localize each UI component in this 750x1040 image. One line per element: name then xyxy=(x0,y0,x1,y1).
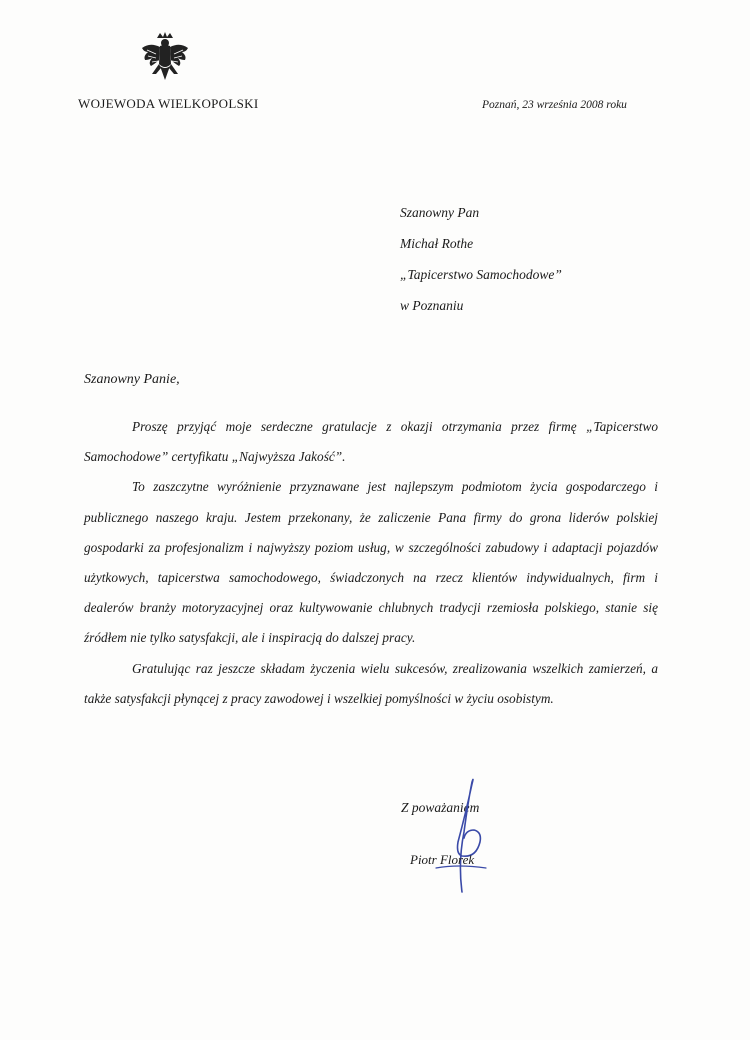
handwritten-signature xyxy=(428,772,498,900)
recipient-line-1: Szanowny Pan xyxy=(400,205,480,220)
recipient-block xyxy=(400,203,562,327)
body-paragraph-1: Proszę przyjąć moje serdeczne gratulacje z okazji otrzymania przez firmę „Tapicerstwo Samochodowe” certyfikatu „Najwyższa Jakość”. xyxy=(84,419,658,465)
signer-name: Piotr Florek xyxy=(410,852,475,867)
closing-phrase: Z poważaniem xyxy=(401,800,480,815)
issuing-office: WOJEWODA WIELKOPOLSKI xyxy=(78,96,259,111)
recipient-line-3: „Tapicerstwo Samochodowe” xyxy=(400,267,562,282)
letter-body xyxy=(84,412,658,714)
salutation: Szanowny Panie, xyxy=(84,372,180,387)
body-paragraph-2: To zaszczytne wyróżnienie przyznawane jest najlepszym podmiotom życia gospodarczego i publicznego naszego kraju. Jestem przekonany, że zaliczenie Pana firmy do grona liderów polskiej gospodarki za profesjonalizm i najwyższy poziom usług, w szczególności zabudowy i adaptacji pojazdów użytkowych, tapicerstwa samochodowego, świadczonych na rzecz klientów indywidualnych, firm i dealerów branży motoryzacyjnej oraz kultywowanie chlubnych tradycji rzemiosła polskiego, stanie się źródłem nie tylko satysfakcji, ale i inspiracją do dalszej pracy. xyxy=(84,479,658,646)
place-and-date: Poznań, 23 września 2008 roku xyxy=(482,99,627,111)
recipient-line-2: Michał Rothe xyxy=(400,236,474,251)
polish-eagle-emblem-icon xyxy=(138,30,192,90)
body-paragraph-3: Gratulując raz jeszcze składam życzenia wielu sukcesów, zrealizowania wszelkich zamierzeń, a także satysfakcji płynącej z pracy zawodowej i wszelkiej pomyślności w życiu osobistym. xyxy=(84,660,658,706)
recipient-line-4: w Poznaniu xyxy=(400,298,464,313)
